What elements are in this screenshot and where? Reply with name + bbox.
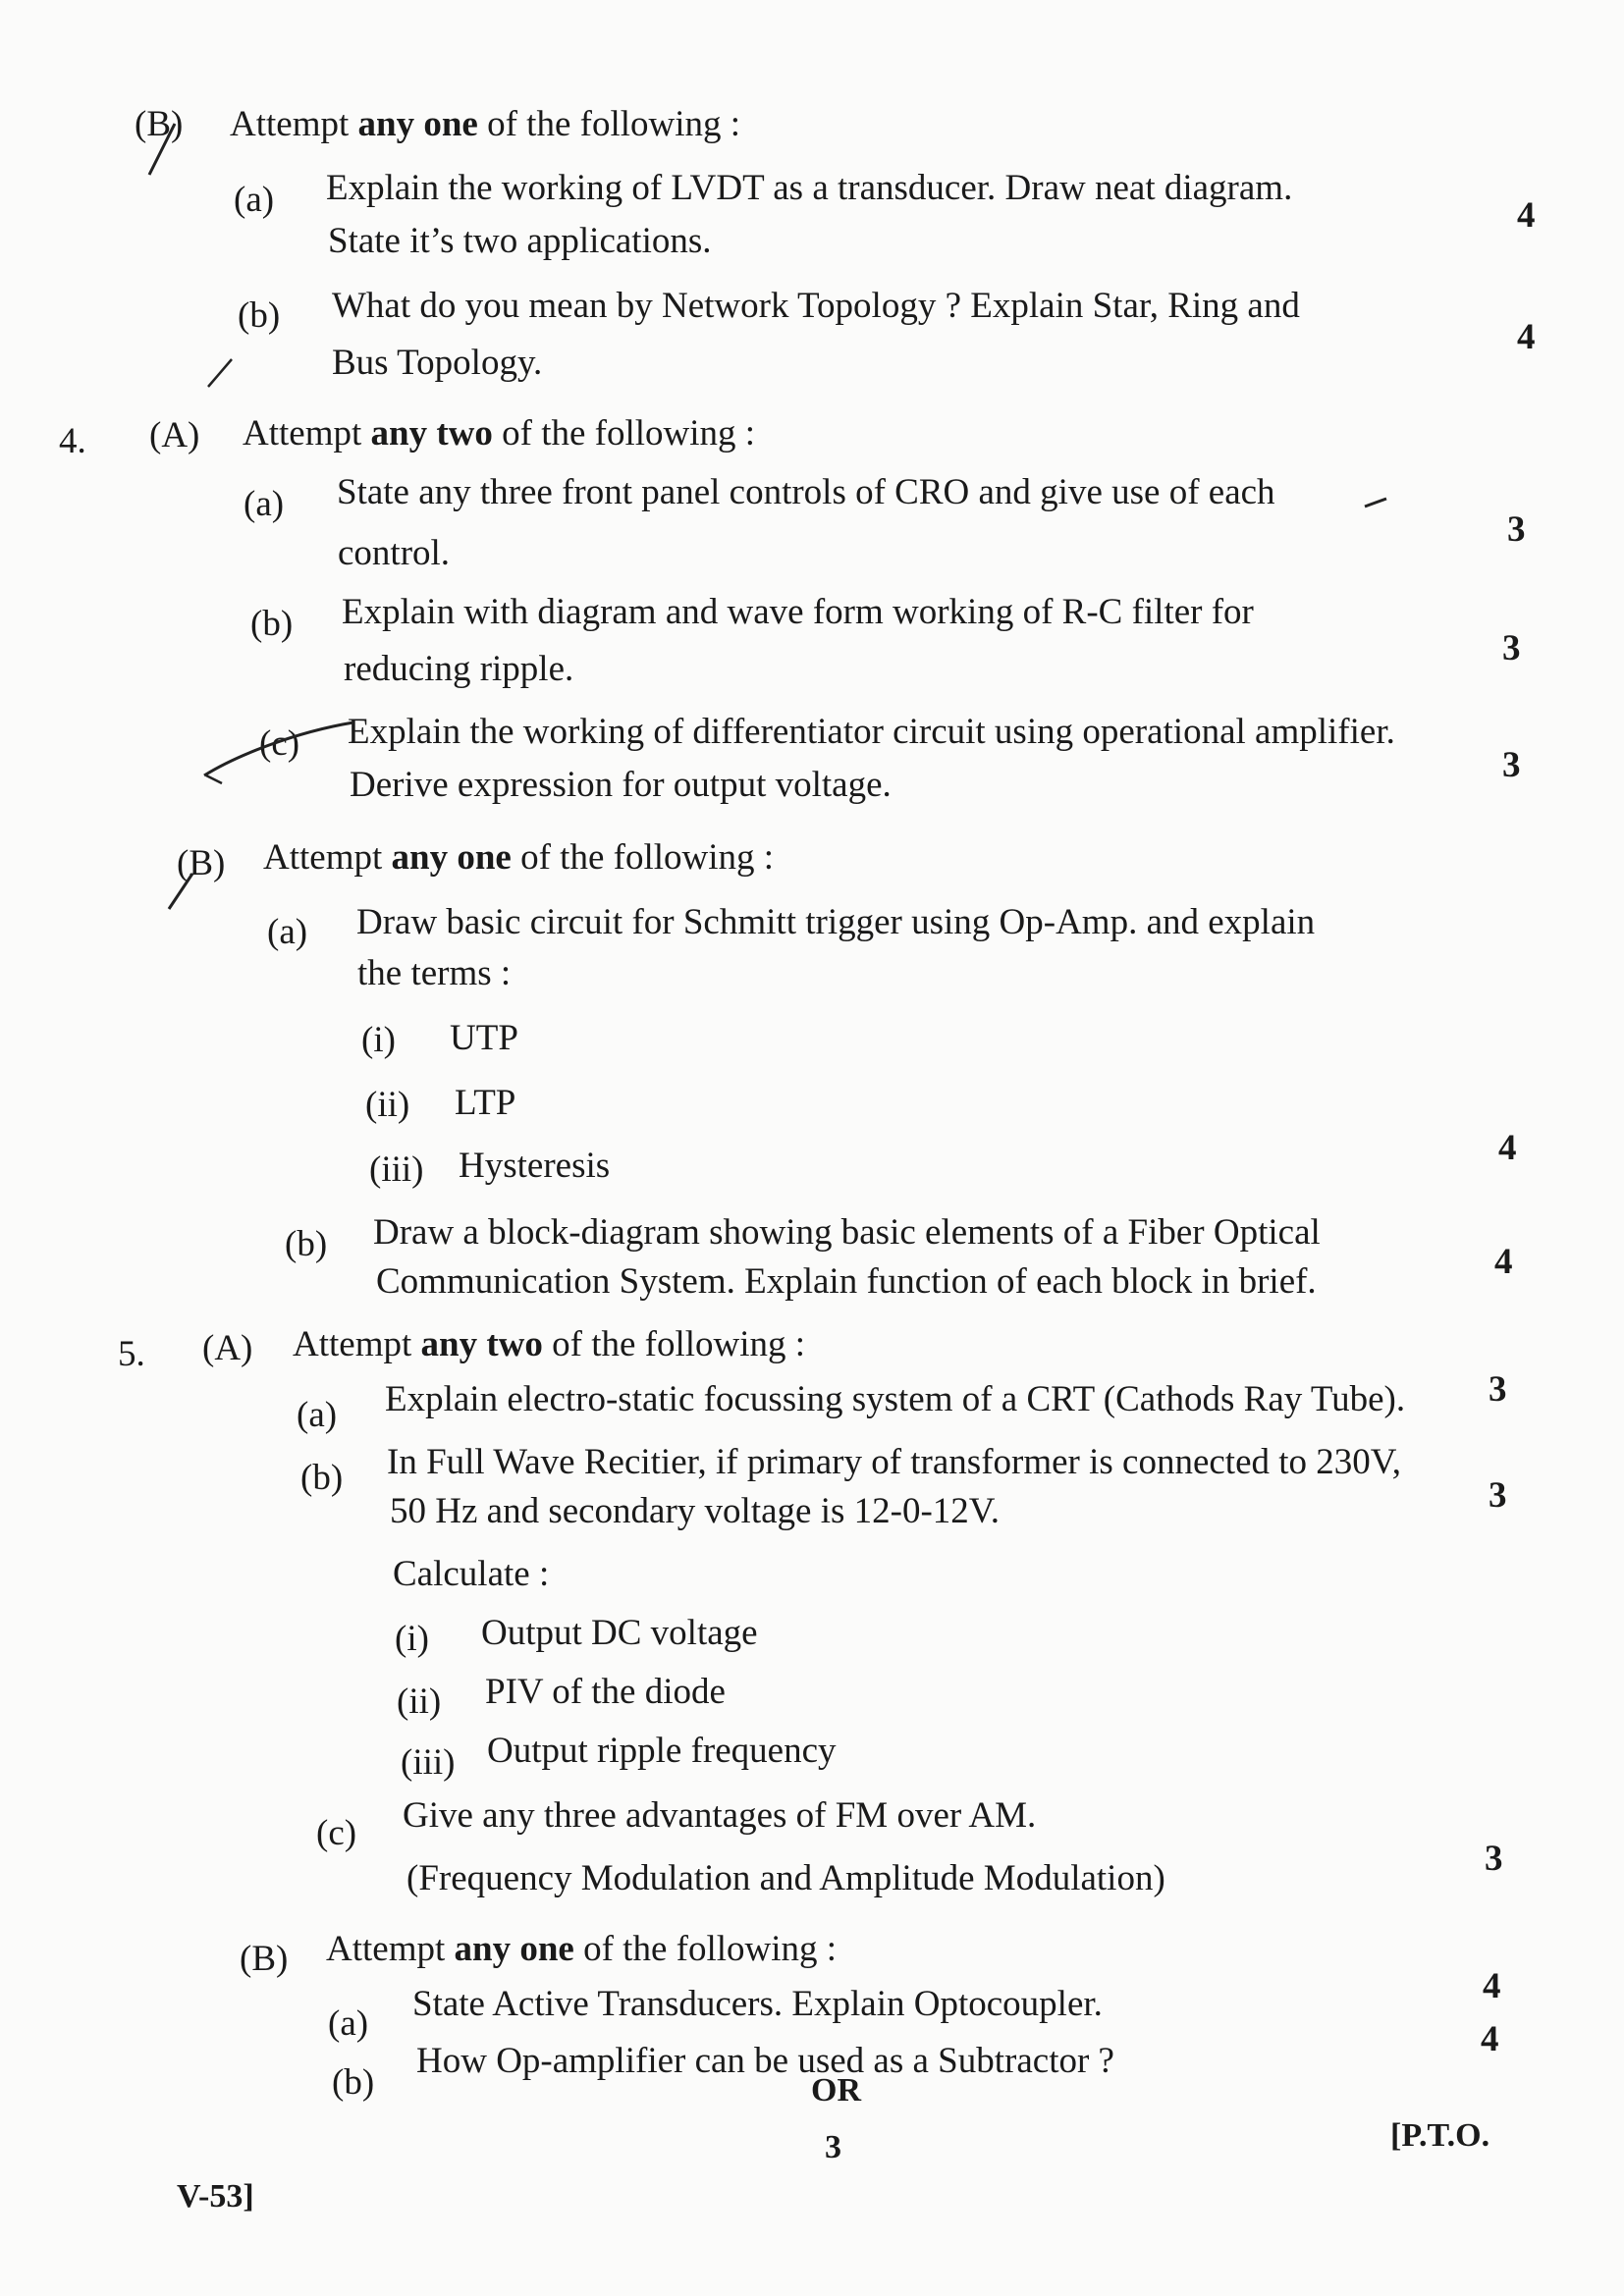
sub-item-number: (ii) <box>365 1085 410 1125</box>
pen-tick <box>169 874 192 909</box>
pen-tick <box>208 359 232 387</box>
question-text: What do you mean by Network Topology ? Explain Star, Ring and <box>332 286 1300 326</box>
sub-item-number: (i) <box>361 1020 396 1060</box>
question-text: control. <box>338 533 451 573</box>
question-label: (a) <box>244 484 285 524</box>
question-text: Explain the working of differentiator circuit using operational amplifier. <box>348 712 1395 752</box>
section-heading: Attempt any one of the following : <box>263 837 775 878</box>
question-text: State any three front panel controls of CRO and give use of each <box>337 472 1275 512</box>
marks: 3 <box>1489 1369 1507 1410</box>
section-heading: Attempt any one of the following : <box>230 104 741 144</box>
sub-item-number: (i) <box>395 1619 429 1659</box>
section-heading: Attempt any two of the following : <box>243 413 756 454</box>
marks: 3 <box>1507 509 1526 550</box>
question-text: reducing ripple. <box>344 649 574 689</box>
pen-tick <box>1365 499 1386 507</box>
sub-item-text: Hysteresis <box>459 1146 611 1186</box>
pen-tick <box>149 124 175 175</box>
question-text: Draw basic circuit for Schmitt trigger using Op-Amp. and explain <box>356 902 1316 942</box>
calculate-label: Calculate : <box>393 1554 550 1594</box>
sub-item-text: Output DC voltage <box>481 1613 758 1653</box>
marks: 4 <box>1517 317 1536 357</box>
sub-item-text: PIV of the diode <box>485 1672 726 1712</box>
question-label: (a) <box>328 2003 369 2044</box>
sub-item-number: (iii) <box>369 1149 424 1190</box>
sub-item-number: (iii) <box>401 1742 456 1783</box>
pen-strike <box>206 775 222 783</box>
question-label: (c) <box>316 1813 357 1853</box>
section-heading: Attempt any two of the following : <box>293 1324 806 1364</box>
question-text: State it’s two applications. <box>328 221 712 261</box>
marks: 3 <box>1502 628 1521 668</box>
marks: 4 <box>1483 1966 1501 2006</box>
or-separator: OR <box>811 2072 861 2109</box>
sub-item-text: LTP <box>455 1083 516 1123</box>
question-text: Draw a block-diagram showing basic elements of a Fiber Optical <box>373 1212 1321 1253</box>
question-text: Explain the working of LVDT as a transducer. Draw neat diagram. <box>326 168 1293 208</box>
question-text: Derive expression for output voltage. <box>350 765 892 805</box>
question-label: (a) <box>297 1395 338 1435</box>
question-number: 5. <box>118 1334 145 1374</box>
marks: 4 <box>1498 1128 1517 1168</box>
pto-note: [P.T.O. <box>1390 2117 1490 2154</box>
question-label: (b) <box>238 295 281 336</box>
question-text: Explain with diagram and wave form working of R-C filter for <box>342 592 1254 632</box>
question-text: Bus Topology. <box>332 343 543 383</box>
question-text: Communication System. Explain function of each block in brief. <box>376 1261 1317 1302</box>
question-text: the terms : <box>357 953 512 993</box>
pen-strike <box>204 722 353 775</box>
question-text: State Active Transducers. Explain Optocoupler. <box>412 1984 1103 2024</box>
section-label: (A) <box>202 1328 253 1368</box>
paper-code: V-53] <box>177 2178 254 2215</box>
question-label: (c) <box>259 723 300 764</box>
question-text: Explain electro-static focussing system of a CRT (Cathods Ray Tube). <box>385 1379 1406 1419</box>
question-text: 50 Hz and secondary voltage is 12-0-12V. <box>390 1491 1000 1531</box>
section-heading: Attempt any one of the following : <box>326 1929 838 1969</box>
marks: 4 <box>1481 2019 1499 2059</box>
question-label: (b) <box>285 1224 328 1264</box>
sub-item-text: UTP <box>450 1018 518 1058</box>
question-text: How Op-amplifier can be used as a Subtractor ? <box>416 2041 1114 2081</box>
question-number: 4. <box>59 421 86 461</box>
question-text: (Frequency Modulation and Amplitude Modulation) <box>406 1858 1165 1898</box>
marks: 3 <box>1485 1839 1503 1879</box>
page-number: 3 <box>825 2129 841 2165</box>
question-text: In Full Wave Recitier, if primary of transformer is connected to 230V, <box>387 1442 1401 1482</box>
sub-item-text: Output ripple frequency <box>487 1731 837 1771</box>
marks: 3 <box>1502 745 1521 785</box>
question-label: (b) <box>332 2062 375 2103</box>
question-label: (b) <box>300 1458 344 1498</box>
question-label: (b) <box>250 604 294 644</box>
marks: 4 <box>1494 1242 1513 1282</box>
question-text: Give any three advantages of FM over AM. <box>403 1795 1037 1836</box>
marks: 4 <box>1517 195 1536 236</box>
section-label: (B) <box>135 104 184 144</box>
question-label: (a) <box>234 180 275 220</box>
marks: 3 <box>1489 1475 1507 1516</box>
section-label: (A) <box>149 415 200 455</box>
sub-item-number: (ii) <box>397 1682 442 1722</box>
question-label: (a) <box>267 912 308 952</box>
section-label: (B) <box>177 843 226 883</box>
section-label: (B) <box>240 1939 289 1979</box>
